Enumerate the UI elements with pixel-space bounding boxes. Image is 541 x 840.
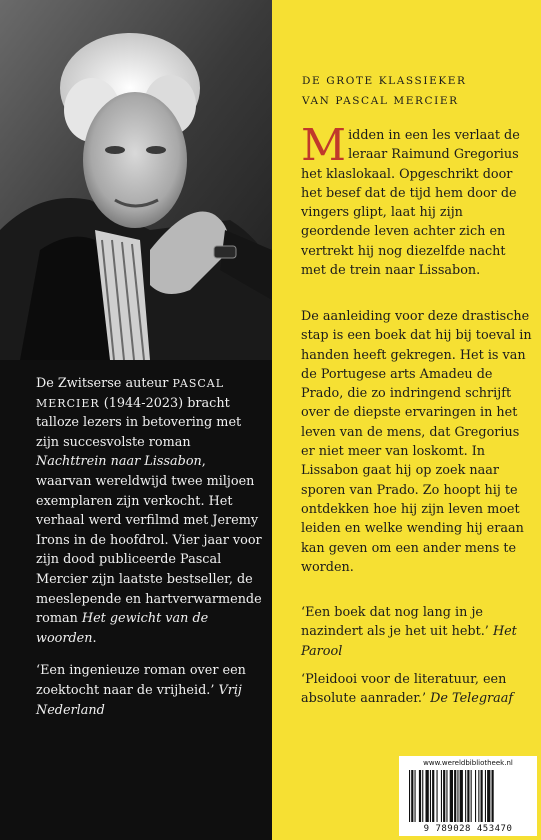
review-quote-1-text: ‘Een boek dat nog lang in je nazindert als je het uit hebt.’: [301, 605, 489, 640]
left-quote-source: Vrij Nederland: [36, 682, 242, 718]
review-quote-2-source: De Telegraaf: [430, 691, 514, 707]
series-heading-line-1: DE GROTE KLASSIEKER: [302, 75, 467, 87]
series-heading-line-2: VAN PASCAL MERCIER: [302, 95, 459, 107]
isbn-barcode: [399, 756, 537, 836]
review-quote-1-source: Het Parool: [301, 624, 517, 659]
review-quote-2-text: ‘Pleidooi voor de literatuur, een absolute aanrader.’: [301, 672, 507, 707]
bio-text-4: .: [92, 630, 97, 646]
drop-cap: M: [301, 120, 347, 171]
author-photo: [0, 0, 272, 360]
left-quote-text: ‘Een ingenieuze roman over een zoektocht naar de vrijheid.’: [36, 663, 246, 698]
review-quote-2: [301, 670, 533, 709]
left-review-quote: [36, 661, 262, 720]
back-cover-right-panel: [272, 0, 541, 840]
author-bio-paragraph: [36, 374, 262, 648]
author-name: PASCAL MERCIER: [36, 377, 225, 410]
author-bio: [36, 374, 262, 720]
book-title-1: Nachttrein naar Lissabon: [36, 454, 202, 470]
bio-text-2: (1944-2023) bracht talloze lezers in betovering met zijn succesvolste roman: [36, 395, 242, 450]
intro-paragraph: [301, 120, 533, 280]
isbn-digits: 9 789028 453470: [423, 824, 513, 834]
series-heading: [302, 71, 467, 111]
book-title-2: Het gewicht van de woorden: [36, 611, 209, 646]
publisher-url: www.wereldbibliotheek.nl: [423, 759, 513, 767]
synopsis-text: De aanleiding voor deze drastische stap is een boek dat hij bij toeval in handen heeft gekregen. Het is van de Portugese arts Amadeu de Prado, die zo indringend schrijft over de diepste ervaringen in het leven van de mens, dat Gregorius er niet meer van loskomt. In Lissabon gaat hij op zoek naar sporen van Prado. Zo hoopt hij te ontdekken hoe hij zijn leven moet leiden en welke wending hij eraan kan geven om een ander mens te worden.: [301, 309, 532, 575]
intro-text: idden in een les verlaat de leraar Raimund Gregorius het klaslokaal. Opgeschrikt door het besef dat de tijd hem door de vingers glipt, laat hij zijn geordende leven achter zich en vertrekt hij nog diezelfde nacht met de trein naar Lissabon.: [301, 128, 520, 279]
review-quote-1: [301, 603, 533, 661]
author-portrait-image: [0, 0, 272, 360]
bio-text-1: De Zwitserse auteur: [36, 376, 169, 391]
bio-text-3: , waarvan wereldwijd twee miljoen exemplaren zijn verkocht. Het verhaal werd verfilmd met Jeremy Irons in de hoofdrol. Vier jaar voor zijn dood publiceerde Pascal Mercier zijn laatste bestseller, de meeslepende en hartverwarmende roman: [36, 454, 262, 627]
synopsis-paragraph: [301, 307, 533, 577]
